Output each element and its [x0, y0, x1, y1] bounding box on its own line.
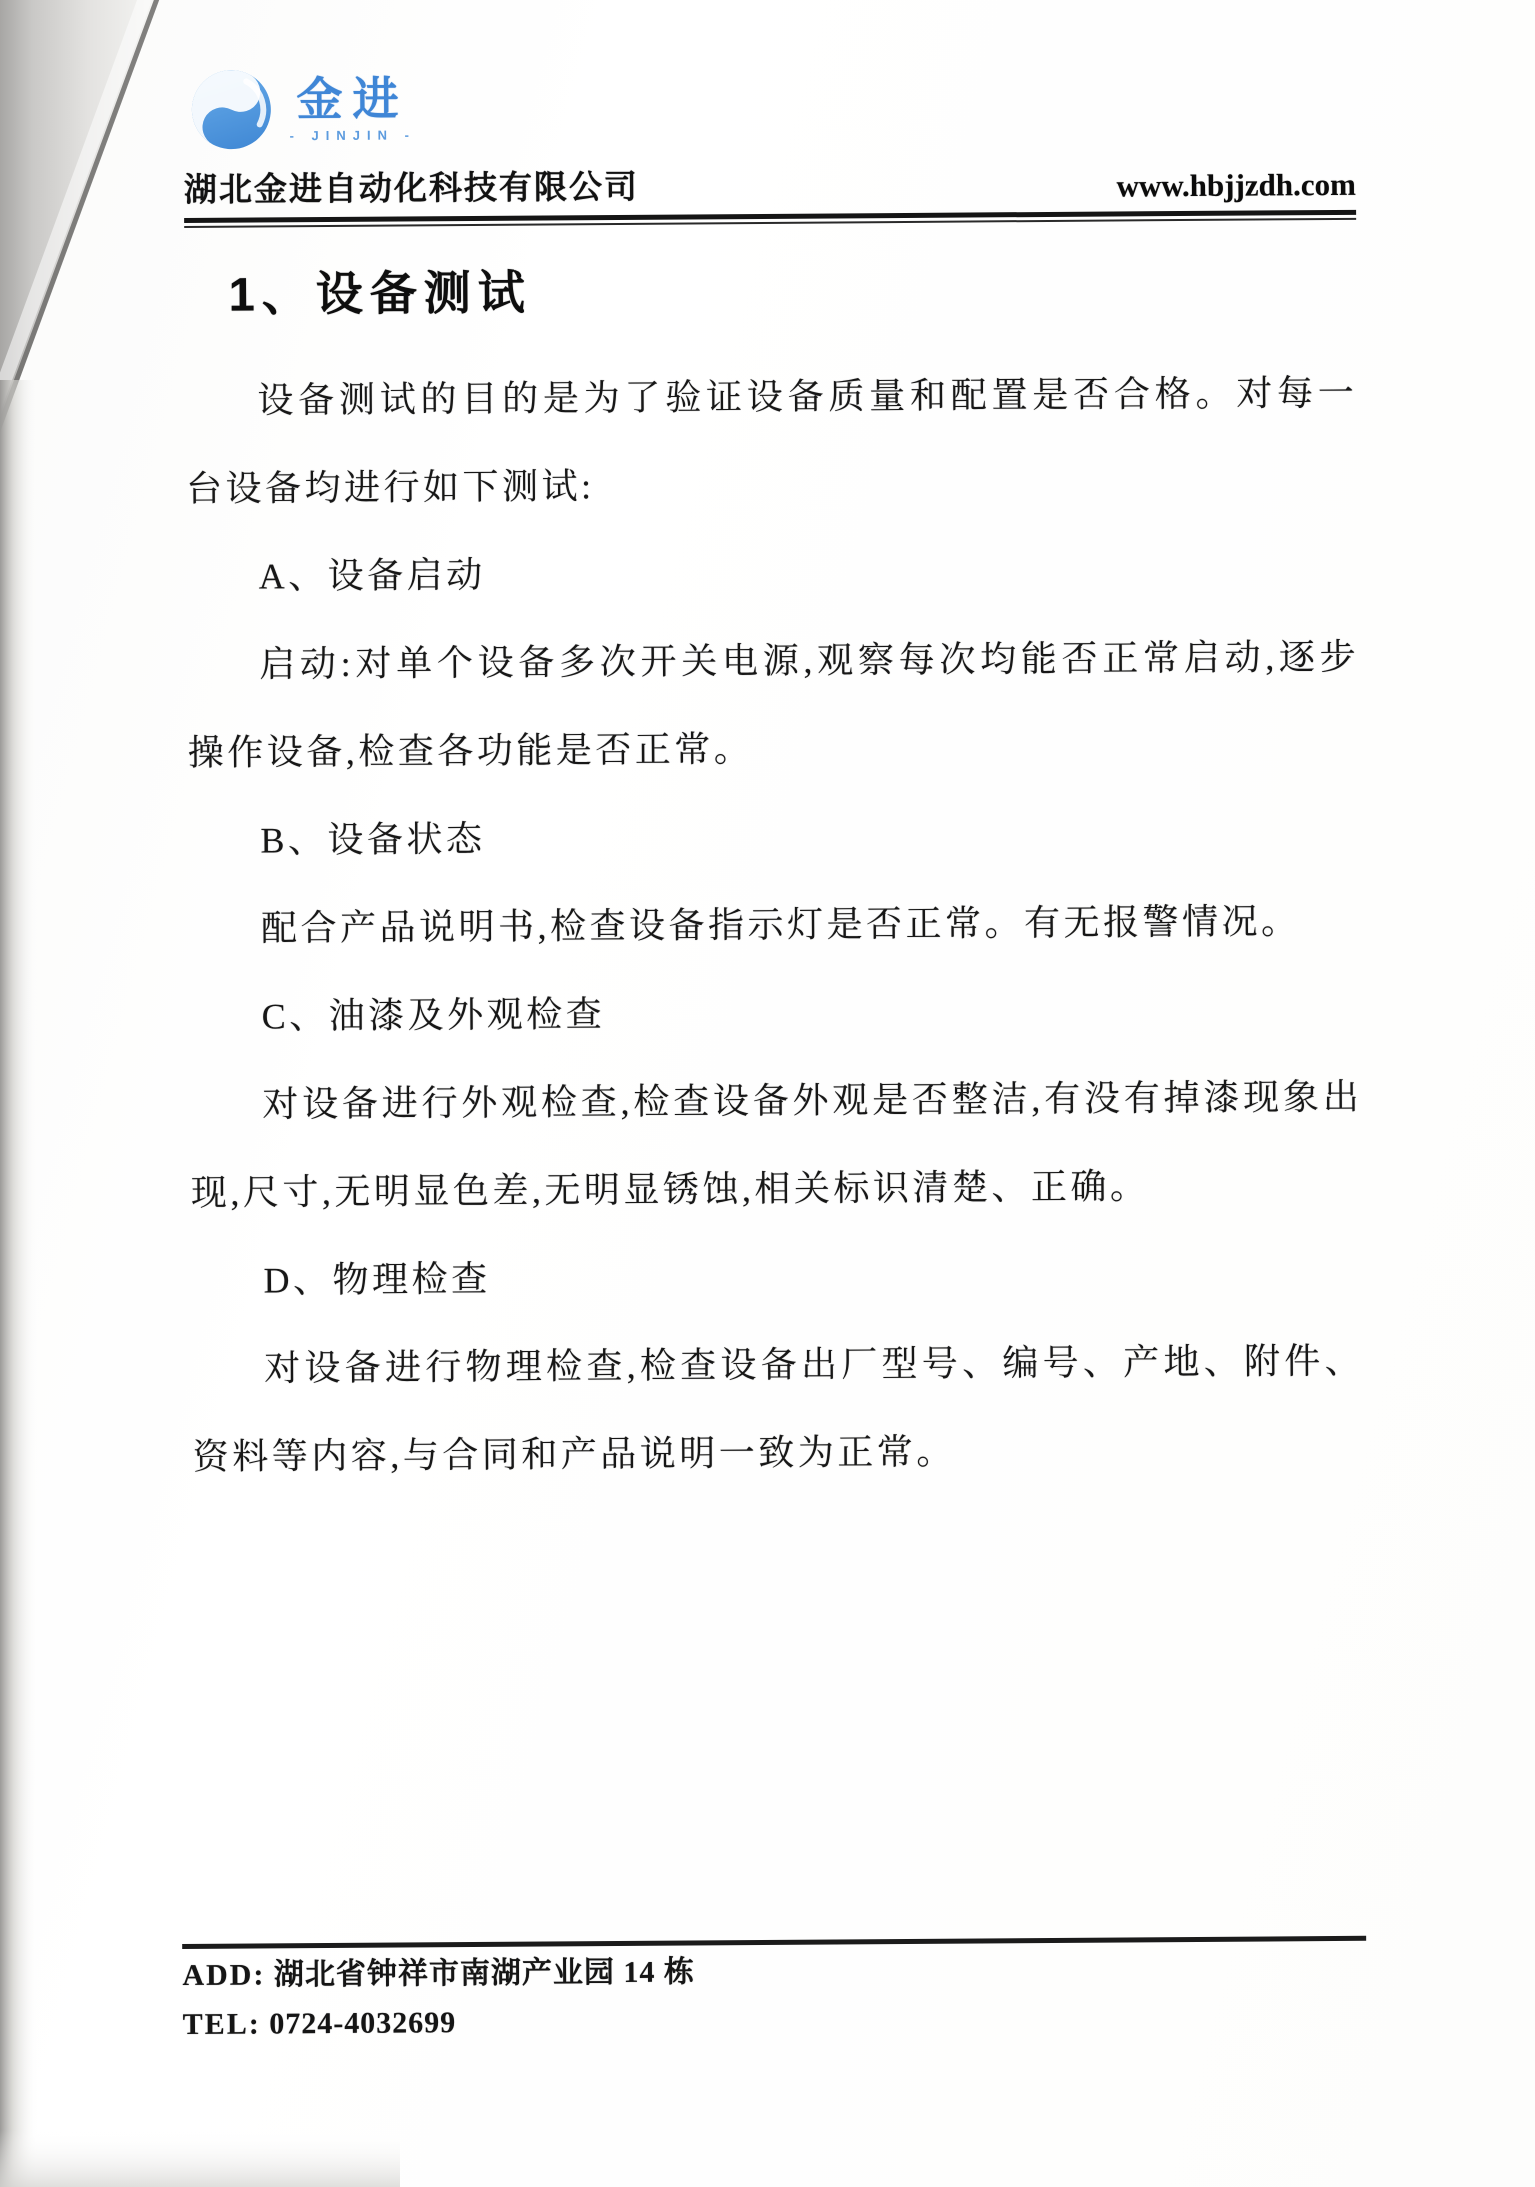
address-label: ADD:: [182, 1958, 266, 1993]
tel-value: 0724-4032699: [269, 2006, 457, 2041]
brand-name-cn: 金进: [296, 72, 409, 125]
company-name: 湖北金进自动化科技有限公司: [183, 167, 640, 208]
brand-name-en: - JINJIN -: [289, 126, 416, 143]
document-body: [185, 349, 1365, 1501]
header-divider: [184, 210, 1356, 228]
item-b-heading: B、设备状态: [260, 818, 486, 861]
company-logo: [189, 50, 1356, 162]
footer-address-line: [182, 1946, 1366, 1998]
brand-text-block: [289, 72, 416, 143]
section-title: 1、设备测试: [228, 265, 532, 321]
item-d-paragraph: 对设备进行物理检查,检查设备出厂型号、编号、产地、附件、资料等内容,与合同和产品说明一致为正常。: [192, 1340, 1365, 1477]
item-c-paragraph: 对设备进行外观检查,检查设备外观是否整洁,有没有掉漆现象出现,尺寸,无明显色差,无明显锈蚀,相关标识清楚、正确。: [190, 1076, 1363, 1213]
company-website: www.hbjjzdh.com: [1116, 166, 1357, 204]
item-c-heading: C、油漆及外观检查: [261, 994, 606, 1037]
jinjin-swirl-logo-icon: [189, 67, 274, 152]
letterhead-row: [184, 156, 1356, 211]
item-b-paragraph: 配合产品说明书,检查设备指示灯是否正常。有无报警情况。: [260, 901, 1301, 949]
document-footer: [182, 1936, 1367, 2047]
paragraph-intro: 设备测试的目的是为了验证设备质量和配置是否合格。对每一台设备均进行如下测试:: [185, 372, 1358, 509]
item-a-paragraph: 启动:对单个设备多次开关电源,观察每次均能否正常启动,逐步操作设备,检查各功能是否正常。: [187, 636, 1360, 773]
document-content: [183, 50, 1370, 2158]
item-a-heading: A、设备启动: [258, 554, 486, 597]
address-value: 湖北省钟祥市南湖产业园 14 栋: [273, 1955, 695, 1992]
footer-tel-line: [183, 1995, 1367, 2047]
tel-label: TEL:: [182, 2007, 261, 2042]
item-d-heading: D、物理检查: [263, 1258, 491, 1301]
